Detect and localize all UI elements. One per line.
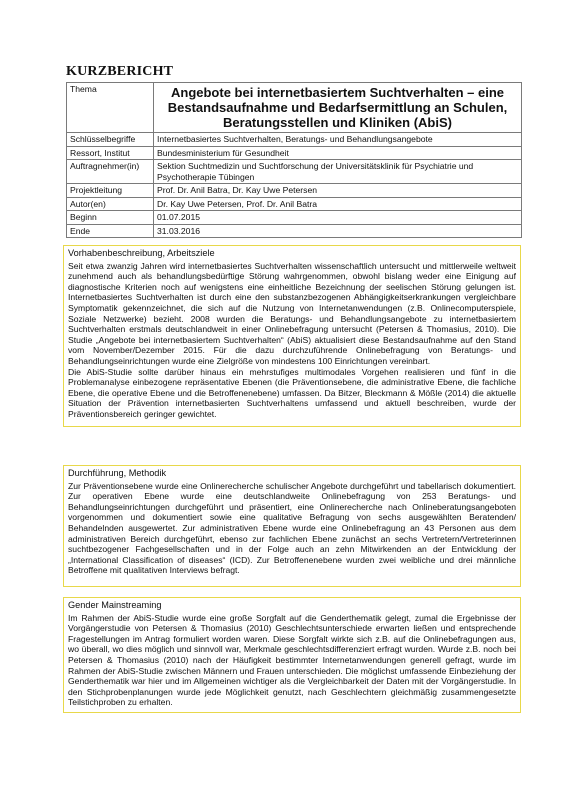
meta-value: Prof. Dr. Anil Batra, Dr. Kay Uwe Petersen [154, 184, 522, 198]
metadata-table [66, 82, 522, 238]
meta-key: Schlüsselbegriffe [67, 133, 154, 147]
meta-value: 31.03.2016 [154, 224, 522, 238]
meta-value: Bundesministerium für Gesundheit [154, 146, 522, 160]
document-heading: KURZBERICHT [66, 64, 174, 79]
section-title: Vorhabenbeschreibung, Arbeitsziele [68, 248, 215, 258]
meta-row-ende [67, 224, 522, 238]
section-durchfuehrung [63, 465, 521, 587]
section-vorhabenbeschreibung [63, 245, 521, 427]
meta-key: Thema [67, 83, 154, 133]
meta-row-projektleitung [67, 184, 522, 198]
meta-value: Internetbasiertes Suchtverhalten, Beratungs- und Behandlungsangebote [154, 133, 522, 147]
meta-row-auftragnehmer [67, 160, 522, 184]
section-paragraph: Im Rahmen der AbiS-Studie wurde eine große Sorgfalt auf die Genderthematik gelegt, zumal die Ergebnisse der Vorgängerstudie von Petersen & Thomasius (2010) Geschlechtsunterschiede erwarten ließen und entsprechende Fragestellungen im Antrag formuliert worden waren. Diese Sorgfalt wirkte sich z.B. auf die Onlinebefragungen aus, wo überall, wo dies möglich und sinnvoll war, Merkmale geschlechtsdifferenziert erfragt wurden. Wurde z.B. noch bei Petersen & Thomasius (2010) nach der Häufigkeit bestimmter Internetanwendungen generell gefragt, wurde im Rahmen der AbiS-Studie zwischen Männern und Frauen unterschieden. Die möglichst umfassende Einbeziehung der Genderthematik war hier und im Allgemeinen wichtiger als die Vergleichbarkeit der Daten mit der Vorgängerstudie. In den Stichprobenplanungen wurde jede Möglichkeit genutzt, nach Geschlechtern gleichmäßig zusammengesetzte Teilstichproben zu erhalten. [68, 612, 516, 708]
meta-key: Beginn [67, 211, 154, 225]
report-title: Angebote bei internetbasiertem Suchtverhalten – eine Bestandsaufnahme und Bedarfsermittlung an Schulen, Beratungsstellen und Kliniken (AbiS) [154, 83, 522, 133]
meta-key: Ende [67, 224, 154, 238]
meta-row-schluesselbegriffe [67, 133, 522, 147]
meta-row-autoren [67, 197, 522, 211]
section-paragraph: Die AbiS-Studie sollte darüber hinaus ein mehrstufiges multimodales Vorgehen realisieren und fünf in die Problemanalyse einbezogene repräsentative Ebenen (die Präventionsebene, die administrative Ebene, die fachliche Ebene, die operative Ebene und die Betroffenenebene) umfassen. Da Bitzer, Bleckmann & Mößle (2014) die aktuelle Situation der Prävention internetbasierten Suchtverhaltens umfassend und aktuell beschreiben, wurde der Präventionsbereich geringer gewichtet. [68, 366, 516, 419]
meta-value: 01.07.2015 [154, 211, 522, 225]
meta-key: Autor(en) [67, 197, 154, 211]
section-paragraph: Zur Präventionsebene wurde eine Onlinerecherche schulischer Angebote durchgeführt und tabellarisch dokumentiert. Zur operativen Ebene wurde eine deutschlandweite Onlinebefragung von 253 Beratungs- und Behandlungseinrichtungen durchgeführt und präsentiert, eine Onlinerecherche nach Onlineberatungsangeboten vorgenommen und dokumentiert sowie eine qualitative Befragung von sechs ausgewählten Beratenden/ Behandelnden ausgewertet. Zur administrativen Ebene wurde eine Onlinebefragung an 43 Personen aus dem administrativen Bereich durchgeführt, ebenso zur fachlichen Ebene zunächst an sechs Vertretern/Vertreterinnen suchtbezogener Fachgesellschaften und in der Folge auch an zehn Mitwirkenden an der Entwicklung der „International Classification of diseases“ (ICD). Zur Betroffenenebene wurden zwei weibliche und drei männliche Betroffene mit qualitativen Interviews befragt. [68, 480, 516, 576]
meta-key: Auftragnehmer(in) [67, 160, 154, 184]
section-title: Gender Mainstreaming [68, 600, 162, 610]
meta-row-beginn [67, 211, 522, 225]
section-paragraph: Seit etwa zwanzig Jahren wird internetbasiertes Suchtverhalten wissenschaftlich untersucht und mittlerweile weltweit zunehmend auch als behandlungsbedürftige Störung wahrgenommen, obwohl bislang weder eine Einigung auf diagnostische Kriterien noch auf wenigstens eine einheitliche Bezeichnung der seelischen Störung gelungen ist. Internetbasiertes Suchtverhalten ist durch eine den substanzbezogenen Abhängigkeitserkrankungen vergleichbare Symptomatik gekennzeichnet, die sich auf die Nutzung von Internetanwendungen (z.B. Onlinecomputerspiele, Soziale Netzwerke) bezieht. 2008 wurden die Beratungs- und Behandlungsangebote zu internetbasiertem Suchtverhalten erstmals deutschlandweit in einer Onlinebefragung untersucht (Petersen & Thomasius, 2010). Die Studie „Angebote bei internetbasiertem Suchtverhalten“ (AbiS) aktualisiert diese Bestandsaufnahme auf den Stand vom November/Dezember 2015. Für die dazu durchzuführende Onlinebefragung von Beratungs- und Behandlungseinrichtungen wurde eine Zielgröße von mindestens 100 Einrichtungen vereinbart. [68, 260, 516, 366]
section-title: Durchführung, Methodik [68, 468, 167, 478]
meta-value: Sektion Suchtmedizin und Suchtforschung der Universitätsklinik für Psychiatrie und Psychotherapie Tübingen [154, 160, 522, 184]
meta-value: Dr. Kay Uwe Petersen, Prof. Dr. Anil Batra [154, 197, 522, 211]
meta-key: Projektleitung [67, 184, 154, 198]
section-gender-mainstreaming [63, 597, 521, 713]
meta-row-thema [67, 83, 522, 133]
meta-key: Ressort, Institut [67, 146, 154, 160]
meta-row-ressort [67, 146, 522, 160]
